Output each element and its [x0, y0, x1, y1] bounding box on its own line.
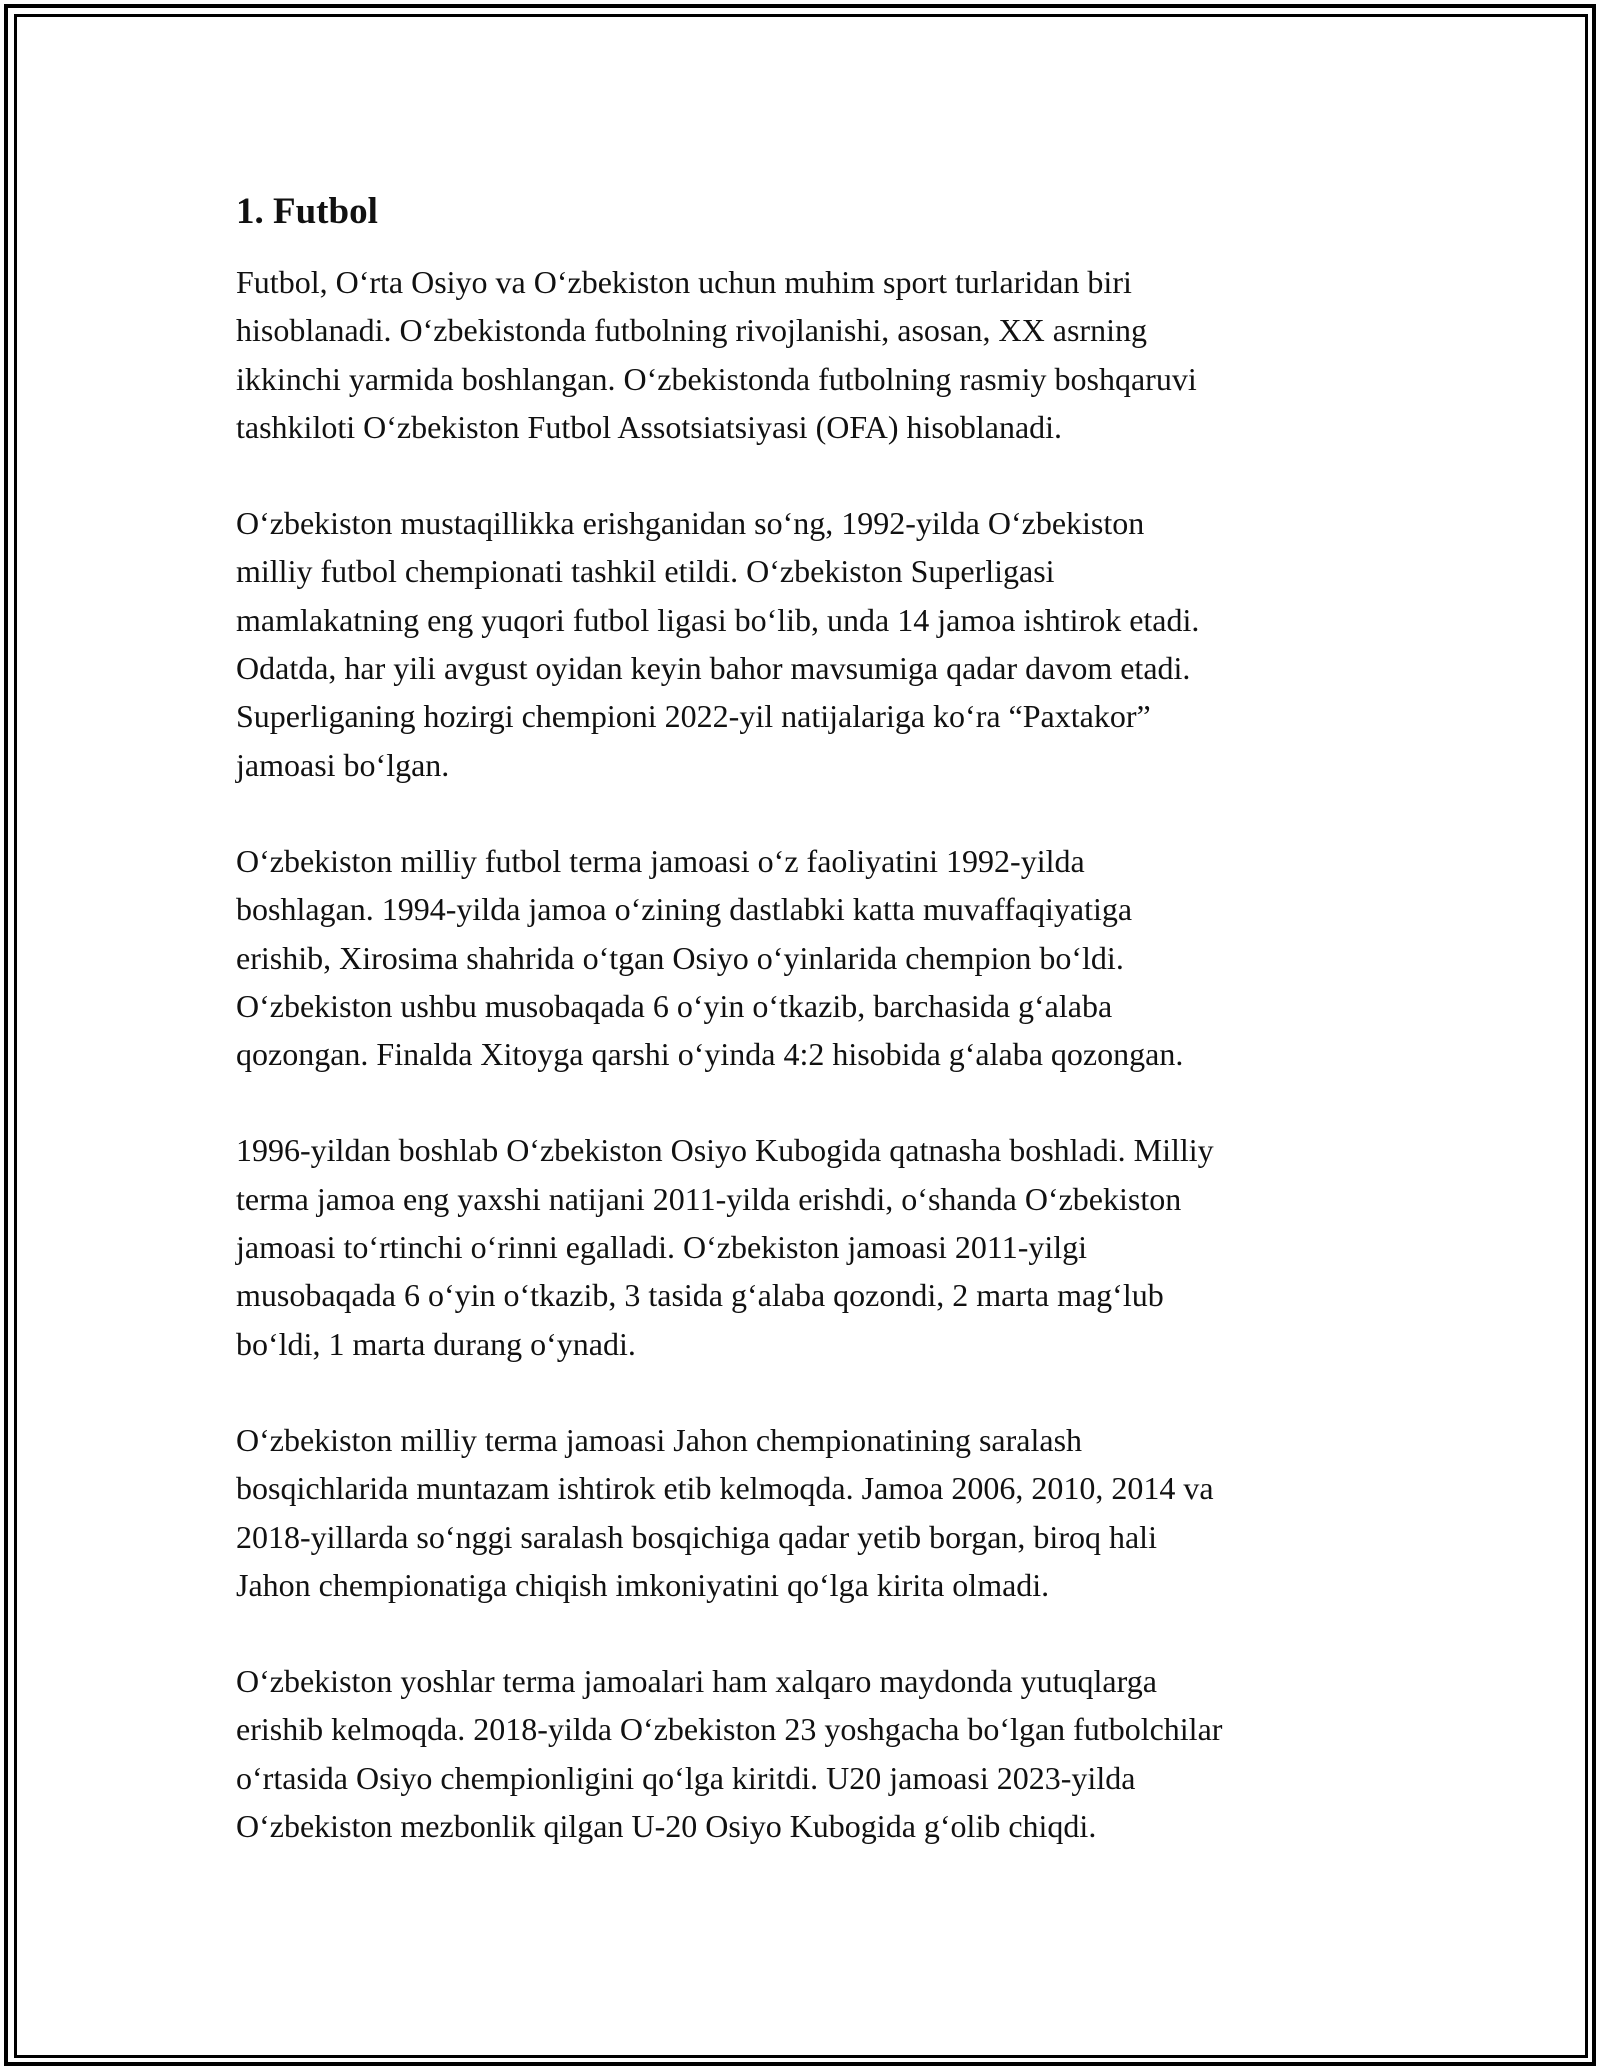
paragraph-line: boʻldi, 1 marta durang oʻynadi.: [236, 1325, 636, 1362]
paragraph: [236, 1126, 1376, 1367]
paragraph-line: 2018-yillarda soʻnggi saralash bosqichiga qadar yetib borgan, biroq hali: [236, 1518, 1157, 1555]
paragraph: [236, 837, 1376, 1078]
document-body: [236, 186, 1376, 1898]
paragraph-line: mamlakatning eng yuqori futbol ligasi boʻlib, unda 14 jamoa ishtirok etadi.: [236, 601, 1200, 638]
paragraph-line: oʻrtasida Osiyo chempionligini qoʻlga kiritdi. U20 jamoasi 2023-yilda: [236, 1759, 1136, 1796]
paragraph-line: tashkiloti Oʻzbekiston Futbol Assotsiatsiyasi (OFA) hisoblanadi.: [236, 408, 1063, 445]
paragraph-line: ikkinchi yarmida boshlangan. Oʻzbekistonda futbolning rasmiy boshqaruvi: [236, 360, 1197, 397]
paragraph-line: bosqichlarida muntazam ishtirok etib kelmoqda. Jamoa 2006, 2010, 2014 va: [236, 1470, 1214, 1507]
paragraph: [236, 258, 1376, 451]
paragraph-line: Oʻzbekiston mezbonlik qilgan U-20 Osiyo Kubogida gʻolib chiqdi.: [236, 1808, 1097, 1845]
paragraph-line: Odatda, har yili avgust oyidan keyin bahor mavsumiga qadar davom etadi.: [236, 650, 1191, 687]
paragraph-line: boshlagan. 1994-yilda jamoa oʻzining dastlabki katta muvaffaqiyatiga: [236, 891, 1133, 928]
paragraph-line: milliy futbol chempionati tashkil etildi. Oʻzbekiston Superligasi: [236, 553, 1055, 590]
paragraph-line: 1996-yildan boshlab Oʻzbekiston Osiyo Kubogida qatnasha boshladi. Milliy: [236, 1132, 1214, 1169]
paragraph: [236, 1657, 1376, 1850]
paragraph-list: [236, 258, 1376, 1850]
paragraph-line: Oʻzbekiston ushbu musobaqada 6 oʻyin oʻtkazib, barchasida gʻalaba: [236, 987, 1113, 1024]
paragraph-line: Superliganing hozirgi chempioni 2022-yil natijalariga koʻra “Paxtakor”: [236, 698, 1151, 735]
paragraph-line: erishib kelmoqda. 2018-yilda Oʻzbekiston 23 yoshgacha boʻlgan futbolchilar: [236, 1711, 1223, 1748]
paragraph-line: Oʻzbekiston milliy futbol terma jamoasi oʻz faoliyatini 1992-yilda: [236, 842, 1085, 879]
paragraph-line: Futbol, Oʻrta Osiyo va Oʻzbekiston uchun muhim sport turlaridan biri: [236, 264, 1132, 300]
paragraph-line: hisoblanadi. Oʻzbekistonda futbolning rivojlanishi, asosan, XX asrning: [236, 312, 1147, 349]
paragraph-line: terma jamoa eng yaxshi natijani 2011-yilda erishdi, oʻshanda Oʻzbekiston: [236, 1180, 1182, 1217]
paragraph: [236, 499, 1376, 789]
paragraph-line: musobaqada 6 oʻyin oʻtkazib, 3 tasida gʻalaba qozondi, 2 marta magʻlub: [236, 1277, 1164, 1314]
section-heading: 1. Futbol: [236, 191, 378, 232]
paragraph-line: Oʻzbekiston yoshlar terma jamoalari ham xalqaro maydonda yutuqlarga: [236, 1663, 1157, 1700]
paragraph-line: qozongan. Finalda Xitoyga qarshi oʻyinda 4:2 hisobida gʻalaba qozongan.: [236, 1036, 1184, 1073]
paragraph: [236, 1416, 1376, 1609]
paragraph-line: jamoasi toʻrtinchi oʻrinni egalladi. Oʻzbekiston jamoasi 2011-yilgi: [236, 1229, 1088, 1266]
paragraph-line: Oʻzbekiston milliy terma jamoasi Jahon chempionatining saralash: [236, 1421, 1083, 1458]
paragraph-line: erishib, Xirosima shahrida oʻtgan Osiyo oʻyinlarida chempion boʻldi.: [236, 939, 1124, 976]
paragraph-line: Oʻzbekiston mustaqillikka erishganidan soʻng, 1992-yilda Oʻzbekiston: [236, 505, 1145, 542]
paragraph-line: Jahon chempionatiga chiqish imkoniyatini qoʻlga kirita olmadi.: [236, 1566, 1050, 1603]
paragraph-line: jamoasi boʻlgan.: [236, 746, 450, 783]
